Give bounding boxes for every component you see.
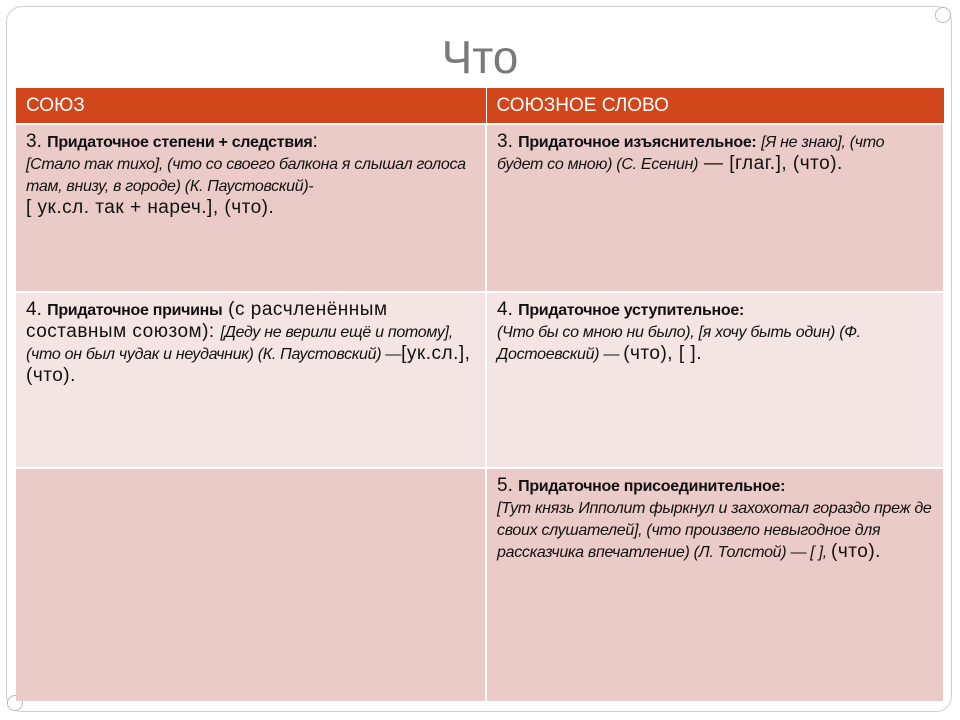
clause-note: (с расчленённым составным союзом):	[26, 299, 388, 342]
item-number: 3.	[497, 131, 519, 152]
cell-connective	[486, 468, 944, 701]
example-text: [Я не знаю], (что будет со мною) (С. Есенин)	[497, 134, 885, 173]
table-header-row	[16, 88, 944, 124]
cell-cause	[16, 292, 486, 468]
clause-type: Придаточное степени + следствия	[47, 134, 313, 151]
cell-degree-consequence	[16, 124, 486, 292]
colon: :	[312, 131, 318, 152]
example-text: [Деду не верили ещё и потому], (что он был чудак и неудачник) (К. Паустовский) —	[26, 324, 453, 363]
table-row	[16, 468, 944, 701]
scheme-text: — [глаг.], (что).	[698, 153, 843, 174]
scheme-text: (что), [ ].	[623, 343, 702, 364]
header-conjunction: СОЮЗ	[16, 88, 486, 124]
scheme-text: [ук.сл.], (что).	[26, 343, 471, 386]
table-row	[16, 292, 944, 468]
item-number: 5.	[497, 475, 519, 496]
table-row	[16, 124, 944, 292]
example-text: [Тут князь Ипполит фыркнул и захохотал гораздо преж де своих слушателей], (что произвело невыгодное для рассказчика впечатление) (Л. Толстой) — [ ],	[497, 500, 932, 561]
item-number: 3.	[26, 131, 48, 152]
cell-explanatory	[486, 124, 944, 292]
header-conjunctive-word: СОЮЗНОЕ СЛОВО	[486, 88, 944, 124]
scheme-text: (что).	[831, 541, 881, 562]
slide-title: Что	[441, 31, 519, 83]
example-text: (Что бы со мною ни было), [я хочу быть один) (Ф. Достоевский) —	[497, 324, 861, 363]
item-number: 4.	[26, 299, 48, 320]
cell-empty	[16, 468, 486, 701]
example-text: [Стало так тихо], (что со своего балкона я слышал голоса там, внизу, в городе) (К. Паустовский)-	[26, 156, 466, 195]
item-number: 4.	[497, 299, 519, 320]
scheme-text: [ ук.сл. так + нареч.], (что).	[26, 197, 275, 218]
clause-type: Придаточное изъяснительное:	[518, 134, 757, 151]
clause-type: Придаточное присоединительное:	[518, 478, 786, 495]
conjunction-table	[16, 88, 945, 701]
clause-type: Придаточное уступительное:	[518, 302, 744, 319]
clause-type: Придаточное причины	[47, 302, 223, 319]
cell-concessive	[486, 292, 944, 468]
corner-decoration	[935, 7, 951, 23]
